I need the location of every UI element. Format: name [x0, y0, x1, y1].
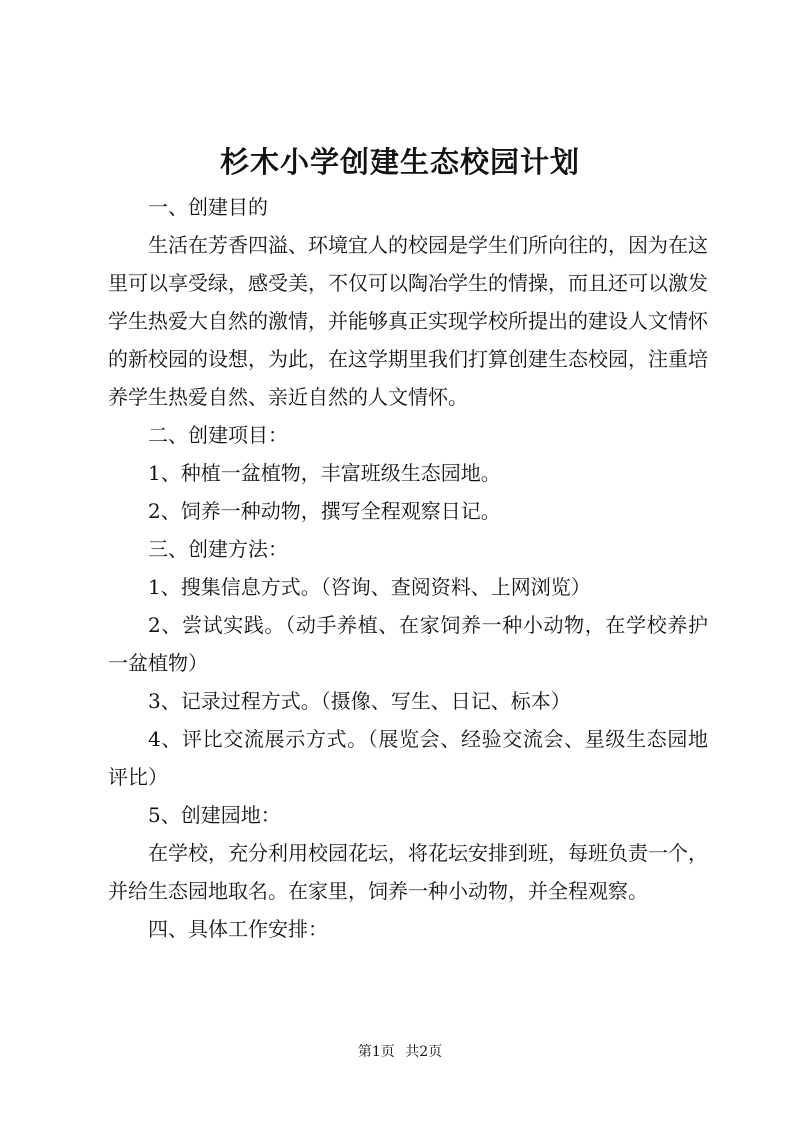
paragraph-purpose: 生活在芳香四溢、环境宜人的校园是学生们所向往的，因为在这里可以享受绿，感受美，不仅可以陶冶学生的情操，而且还可以激发学生热爱大自然的激情，并能够真正实现学校所提出的建设人文情怀的新校园的设想，为此，在这学期里我们打算创建生态校园，注重培养学生热爱自然、亲近自然的人文情怀。 — [108, 233, 708, 409]
list-item: 3、记录过程方式。（摄像、写生、日记、标本） — [148, 689, 571, 713]
page-number: 第1页 — [357, 1044, 395, 1060]
list-item: 5、创建园地： — [148, 803, 281, 827]
section-heading-projects: 二、创建项目： — [148, 423, 288, 447]
page-footer — [0, 1042, 800, 1062]
page-total: 共2页 — [405, 1044, 443, 1060]
list-item: 4、评比交流展示方式。（展览会、经验交流会、星级生态园地评比） — [108, 727, 708, 789]
section-heading-methods: 三、创建方法： — [148, 537, 288, 561]
document-body — [108, 188, 708, 948]
list-item: 2、尝试实践。（动手养植、在家饲养一种小动物，在学校养护一盆植物） — [108, 613, 708, 675]
list-item: 1、搜集信息方式。（咨询、查阅资料、上网浏览） — [148, 575, 591, 599]
list-item: 2、饲养一种动物，撰写全程观察日记。 — [148, 499, 501, 523]
paragraph-garden: 在学校，充分利用校园花坛，将花坛安排到班，每班负责一个，并给生态园地取名。在家里，饲养一种小动物，并全程观察。 — [108, 841, 708, 903]
document-title: 杉木小学创建生态校园计划 — [219, 145, 580, 179]
section-heading-schedule: 四、具体工作安排： — [148, 917, 328, 941]
list-item: 1、种植一盆植物，丰富班级生态园地。 — [148, 461, 501, 485]
section-heading-purpose: 一、创建目的 — [148, 195, 268, 219]
